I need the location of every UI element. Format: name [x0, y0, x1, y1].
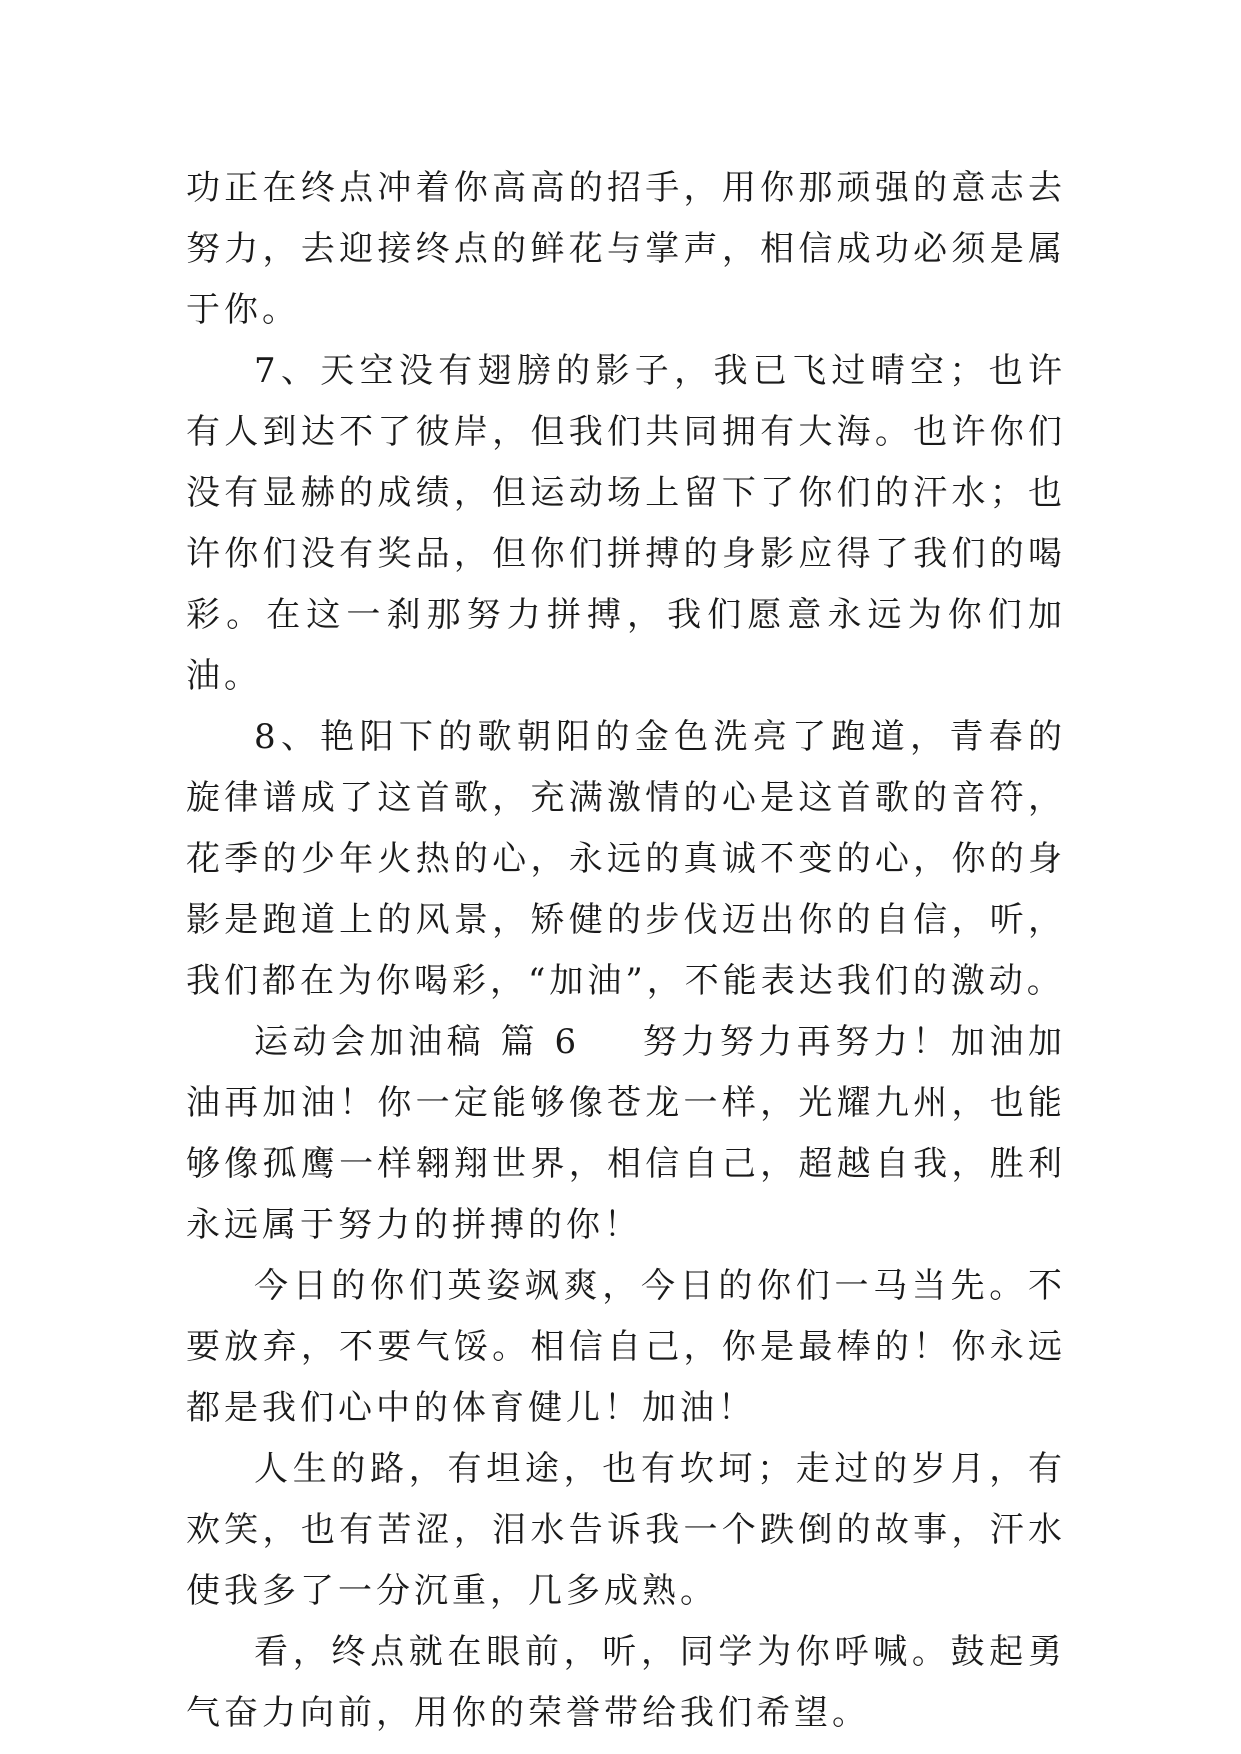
- paragraph-4: 今日的你们英姿飒爽，今日的你们一马当先。不要放弃，不要气馁。相信自己，你是最棒的！你永远都是我们心中的体育健儿！加油！: [186, 1266, 1066, 1428]
- section-text: 努力努力再努力！加油加油再加油！你一定能够像苍龙一样，光耀九州，也能够像孤鹰一样翱翔世界，相信自己，超越自我，胜利永远属于努力的拼搏的你！: [186, 1022, 1067, 1245]
- paragraph-6: 看，终点就在眼前，听，同学为你呼喊。鼓起勇气奋力向前，用你的荣誉带给我们希望。: [186, 1632, 1066, 1733]
- paragraph-2: 7、天空没有翅膀的影子，我已飞过晴空；也许有人到达不了彼岸，但我们共同拥有大海。也许你们没有显赫的成绩，但运动场上留下了你们的汗水；也许你们没有奖品，但你们拼搏的身影应得了我们的喝彩。在这一刹那努力拼搏，我们愿意永远为你们加油。: [186, 351, 1066, 696]
- document-body: [186, 158, 1066, 1744]
- section-paragraph: [186, 1012, 1066, 1256]
- section-heading: 运动会加油稿 篇 6: [254, 1022, 581, 1062]
- paragraph-5: 人生的路，有坦途，也有坎坷；走过的岁月，有欢笑，也有苦涩，泪水告诉我一个跌倒的故事，汗水使我多了一分沉重，几多成熟。: [186, 1449, 1066, 1611]
- paragraph-1: 功正在终点冲着你高高的招手，用你那顽强的意志去努力，去迎接终点的鲜花与掌声，相信成功必须是属于你。: [186, 168, 1066, 330]
- paragraph-3: 8、艳阳下的歌朝阳的金色洗亮了跑道，青春的旋律谱成了这首歌，充满激情的心是这首歌的音符，花季的少年火热的心，永远的真诚不变的心，你的身影是跑道上的风景，矫健的步伐迈出你的自信，听，我们都在为你喝彩，“加油”，不能表达我们的激动。: [186, 717, 1066, 1001]
